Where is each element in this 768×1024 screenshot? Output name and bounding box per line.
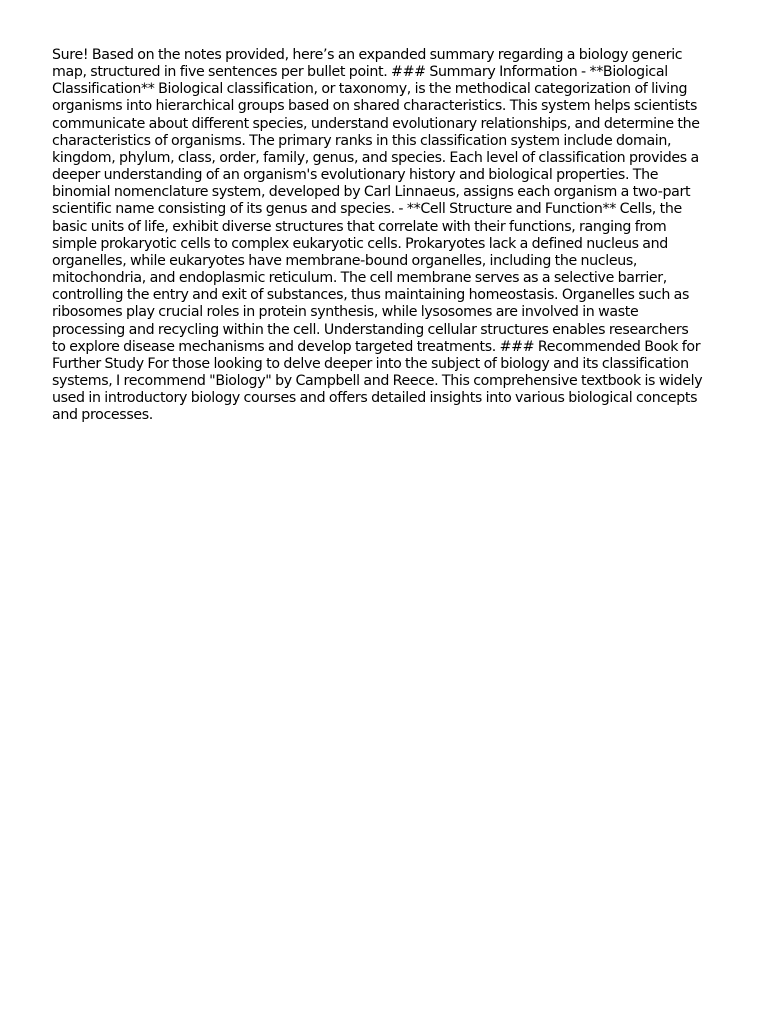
text-line: kingdom, phylum, class, order, family, genus, and species. Each level of classification provides a [52, 149, 699, 166]
text-line: Further Study For those looking to delve deeper into the subject of biology and its classification [52, 355, 689, 372]
document-body-text [52, 47, 724, 424]
text-line: binomial nomenclature system, developed by Carl Linnaeus, assigns each organism a two-part [52, 184, 691, 201]
text-line: to explore disease mechanisms and develop targeted treatments. ### Recommended Book for [52, 338, 701, 355]
text-line: communicate about different species, understand evolutionary relationships, and determine the [52, 115, 700, 132]
text-line: Sure! Based on the notes provided, here’s an expanded summary regarding a biology generic [52, 47, 683, 63]
text-line: ribosomes play crucial roles in protein synthesis, while lysosomes are involved in waste [52, 304, 639, 321]
text-line: deeper understanding of an organism's evolutionary history and biological properties. The [52, 167, 659, 184]
text-line: scientific name consisting of its genus and species. - **Cell Structure and Function** Cells, the [52, 201, 682, 218]
text-line: used in introductory biology courses and offers detailed insights into various biological concepts [52, 390, 698, 407]
text-line: map, structured in five sentences per bullet point. ### Summary Information - **Biological [52, 64, 668, 81]
document-page [52, 47, 724, 424]
text-line: mitochondria, and endoplasmic reticulum. The cell membrane serves as a selective barrier, [52, 270, 667, 287]
text-line: organisms into hierarchical groups based on shared characteristics. This system helps scientists [52, 98, 698, 115]
text-line: and processes. [52, 407, 153, 424]
text-line: basic units of life, exhibit diverse structures that correlate with their functions, ranging from [52, 218, 667, 235]
text-line: characteristics of organisms. The primary ranks in this classification system include domain, [52, 132, 672, 149]
text-line: systems, I recommend "Biology" by Campbell and Reece. This comprehensive textbook is widely [52, 372, 703, 389]
text-line: controlling the entry and exit of substances, thus maintaining homeostasis. Organelles such as [52, 287, 690, 304]
text-line: organelles, while eukaryotes have membrane-bound organelles, including the nucleus, [52, 252, 638, 269]
text-line: simple prokaryotic cells to complex eukaryotic cells. Prokaryotes lack a defined nucleus and [52, 235, 668, 252]
text-line: processing and recycling within the cell. Understanding cellular structures enables researchers [52, 321, 689, 338]
text-line: Classification** Biological classification, or taxonomy, is the methodical categorization of living [52, 81, 688, 98]
